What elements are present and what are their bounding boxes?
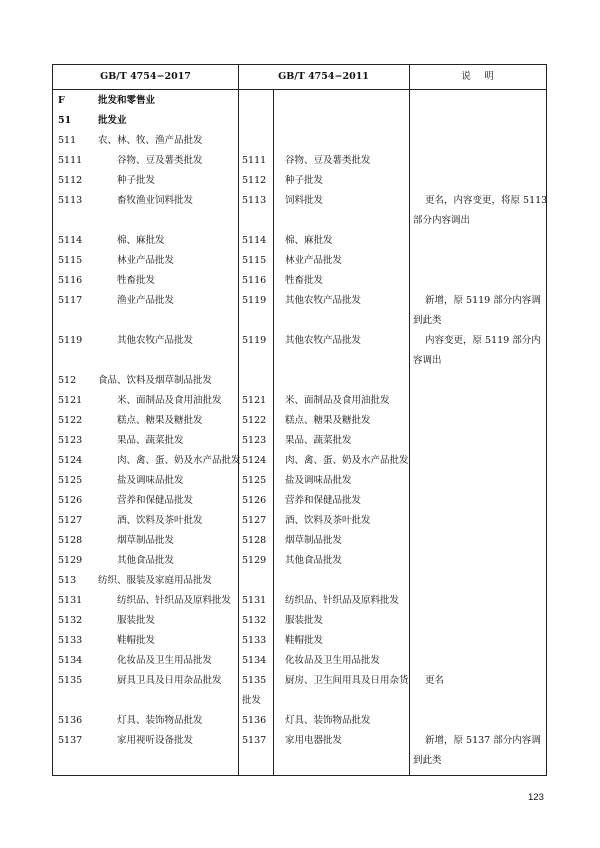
code-2017: 5126	[58, 495, 83, 506]
name-2011: 服装批发	[285, 615, 324, 626]
code-2017: 5127	[58, 515, 83, 526]
code-2017: 5128	[58, 535, 83, 546]
code-2011: 5122	[242, 415, 267, 426]
comparison-table	[52, 64, 547, 776]
name-2017: 营养和保健品批发	[117, 495, 194, 506]
code-2011: 5124	[242, 455, 267, 466]
name-2017: 其他食品批发	[117, 555, 175, 566]
code-2017: 5121	[58, 395, 83, 406]
name-2011: 纺织品、针织品及原料批发	[285, 595, 400, 606]
code-2017: 5119	[58, 335, 83, 346]
name-2017: 厨具卫具及日用杂品批发	[117, 675, 222, 686]
note-text: 更名	[425, 675, 445, 686]
code-2011: 5134	[242, 655, 267, 666]
code-2017: 5122	[58, 415, 83, 426]
code-2017: 5123	[58, 435, 83, 446]
col-divider-2011-code	[273, 89, 274, 775]
note-text: 新增，原 5119 部分内容调到此类	[413, 295, 541, 326]
header-gbt-2011: GB/T 4754−2011	[278, 71, 369, 82]
code-2017: 5131	[58, 595, 83, 606]
code-2017: 5114	[58, 235, 83, 246]
code-2011: 5127	[242, 515, 267, 526]
name-2011: 棉、麻批发	[285, 235, 333, 246]
name-2017: 纺织品、针织品及原料批发	[117, 595, 232, 606]
name-2011: 化妆品及卫生用品批发	[285, 655, 381, 666]
name-2017: 化妆品及卫生用品批发	[117, 655, 213, 666]
name-2011: 家用电器批发	[285, 735, 343, 746]
code-2011: 5123	[242, 435, 267, 446]
name-2011: 盐及调味品批发	[285, 475, 352, 486]
name-2017: 盐及调味品批发	[117, 475, 184, 486]
name-2011: 酒、饮料及茶叶批发	[285, 515, 371, 526]
name-2011: 灯具、装饰物品批发	[285, 715, 371, 726]
name-2017: 肉、禽、蛋、奶及水产品批发	[117, 455, 241, 466]
code-2011: 5112	[242, 175, 267, 186]
code-2011: 5128	[242, 535, 267, 546]
code-2011: 5132	[242, 615, 267, 626]
header-gbt-2017: GB/T 4754−2017	[100, 71, 191, 82]
page-number: 123	[528, 792, 544, 803]
code-2017: 5129	[58, 555, 83, 566]
note-text: 更名，内容变更，将原 5113 部分内容调出	[413, 195, 548, 226]
name-2011: 其他食品批发	[285, 555, 343, 566]
name-2017: 米、面制品及食用油批发	[117, 395, 222, 406]
code-2011: 5133	[242, 635, 267, 646]
name-2017: 纺织、服装及家庭用品批发	[98, 575, 213, 586]
code-2017: 5134	[58, 655, 83, 666]
code-2011: 5125	[242, 475, 267, 486]
name-2017: 畜牧渔业饲料批发	[117, 195, 194, 206]
code-2011: 5113	[242, 195, 267, 206]
name-2011: 牲畜批发	[285, 275, 324, 286]
name-2017: 批发业	[98, 115, 127, 126]
note-text: 内容变更，原 5119 部分内容调出	[413, 335, 541, 366]
code-2017: 5113	[58, 195, 83, 206]
name-2011: 其他农牧产品批发	[285, 335, 362, 346]
name-2017: 鞋帽批发	[117, 635, 156, 646]
name-2011-cont: 批发	[242, 695, 262, 706]
name-2017: 棉、麻批发	[117, 235, 165, 246]
code-2017: F	[58, 95, 65, 106]
note-text: 新增，原 5137 部分内容调到此类	[413, 735, 541, 766]
code-2017: 5116	[58, 275, 83, 286]
name-2011: 谷物、豆及薯类批发	[285, 155, 371, 166]
name-2017: 灯具、装饰物品批发	[117, 715, 203, 726]
code-2017: 511	[58, 135, 77, 146]
code-2017: 5125	[58, 475, 83, 486]
name-2017: 果品、蔬菜批发	[117, 435, 184, 446]
name-2011: 厨房、卫生间用具及日用杂货	[285, 675, 409, 686]
code-2017: 5136	[58, 715, 83, 726]
code-2017: 513	[58, 575, 77, 586]
code-2017: 5137	[58, 735, 83, 746]
code-2011: 5111	[242, 155, 267, 166]
header-divider	[53, 89, 546, 90]
code-2011: 5119	[242, 295, 267, 306]
name-2017: 服装批发	[117, 615, 156, 626]
code-2017: 5135	[58, 675, 83, 686]
name-2011: 营养和保健品批发	[285, 495, 362, 506]
code-2017: 512	[58, 375, 77, 386]
name-2011: 烟草制品批发	[285, 535, 343, 546]
name-2011: 饲料批发	[285, 195, 324, 206]
name-2017: 牲畜批发	[117, 275, 156, 286]
name-2011: 糕点、糖果及糖批发	[285, 415, 371, 426]
name-2017: 食品、饮料及烟草制品批发	[98, 375, 213, 386]
code-2011: 5131	[242, 595, 267, 606]
code-2017: 5117	[58, 295, 83, 306]
code-2011: 5119	[242, 335, 267, 346]
name-2011: 肉、禽、蛋、奶及水产品批发	[285, 455, 409, 466]
code-2017: 51	[58, 115, 72, 126]
code-2017: 5133	[58, 635, 83, 646]
name-2017: 谷物、豆及薯类批发	[117, 155, 203, 166]
name-2017: 农、林、牧、渔产品批发	[98, 135, 203, 146]
name-2011: 米、面制品及食用油批发	[285, 395, 390, 406]
code-2011: 5116	[242, 275, 267, 286]
name-2017: 糕点、糖果及糖批发	[117, 415, 203, 426]
code-2017: 5112	[58, 175, 83, 186]
name-2017: 种子批发	[117, 175, 156, 186]
name-2017: 林业产品批发	[117, 255, 175, 266]
name-2017: 批发和零售业	[98, 95, 156, 106]
code-2017: 5132	[58, 615, 83, 626]
name-2011: 其他农牧产品批发	[285, 295, 362, 306]
code-2011: 5136	[242, 715, 267, 726]
name-2017: 家用视听设备批发	[117, 735, 194, 746]
name-2017: 其他农牧产品批发	[117, 335, 194, 346]
code-2011: 5129	[242, 555, 267, 566]
name-2017: 烟草制品批发	[117, 535, 175, 546]
name-2011: 果品、蔬菜批发	[285, 435, 352, 446]
name-2017: 酒、饮料及茶叶批发	[117, 515, 203, 526]
code-2011: 5121	[242, 395, 267, 406]
name-2011: 种子批发	[285, 175, 324, 186]
code-2011: 5114	[242, 235, 267, 246]
name-2011: 鞋帽批发	[285, 635, 324, 646]
col-divider-note	[409, 65, 410, 775]
name-2017: 渔业产品批发	[117, 295, 175, 306]
code-2011: 5137	[242, 735, 267, 746]
code-2017: 5124	[58, 455, 83, 466]
name-2011: 林业产品批发	[285, 255, 343, 266]
col-divider-2017	[238, 65, 239, 775]
code-2011: 5126	[242, 495, 267, 506]
header-note: 说 明	[461, 71, 496, 82]
code-2017: 5115	[58, 255, 83, 266]
code-2011: 5135	[242, 675, 267, 686]
code-2017: 5111	[58, 155, 83, 166]
code-2011: 5115	[242, 255, 267, 266]
